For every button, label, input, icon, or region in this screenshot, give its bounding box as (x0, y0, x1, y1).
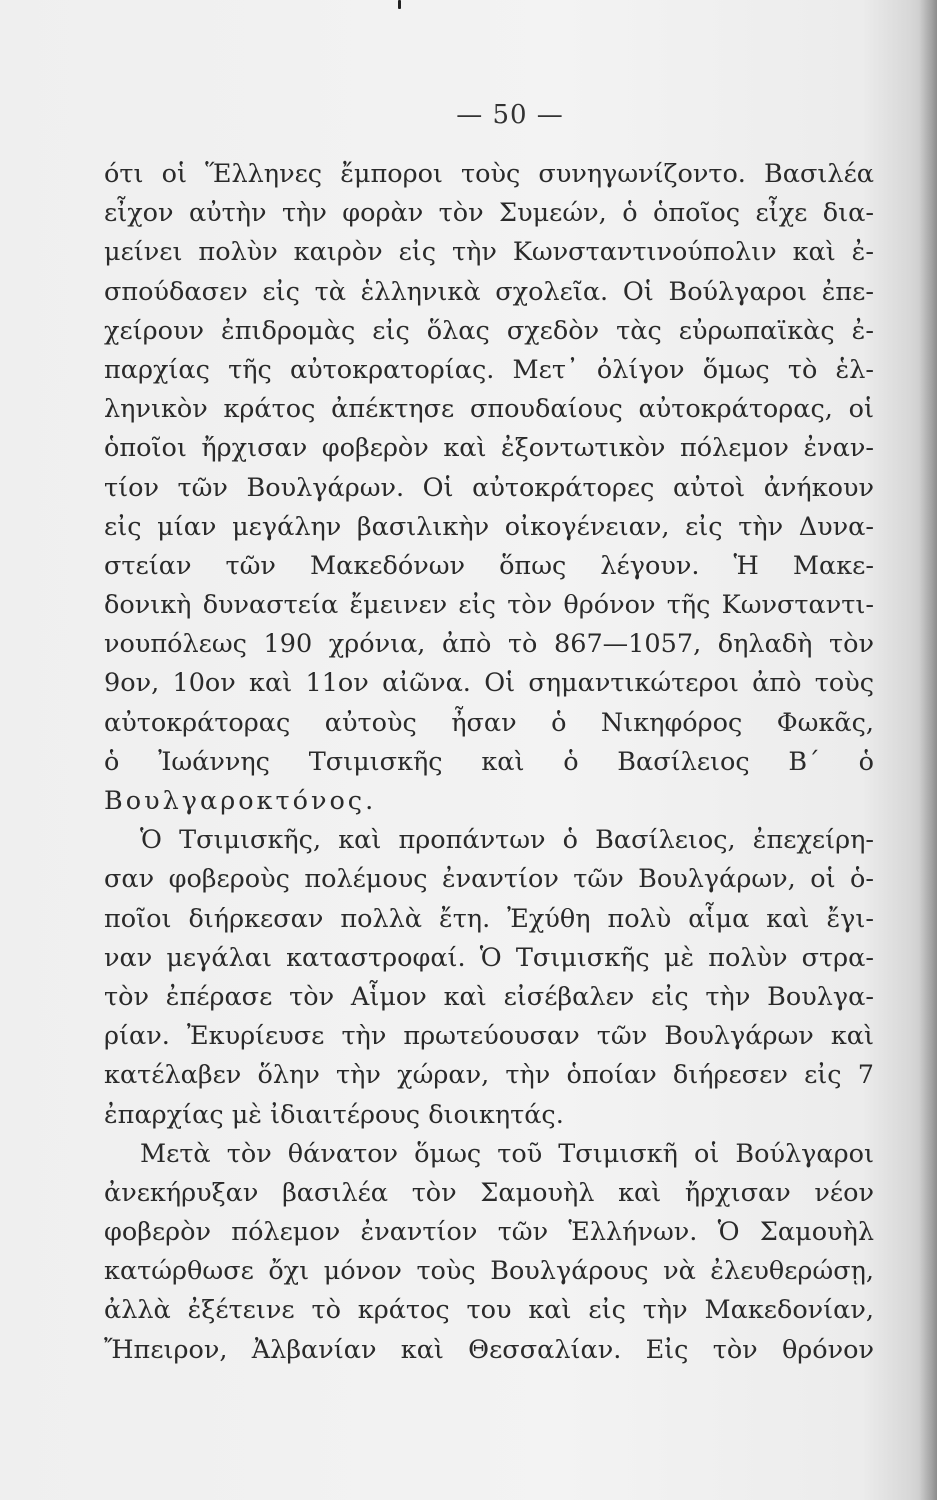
text-line: εἶχον αὐτὴν τὴν φορὰν τὸν Συμεών, ὁ ὁποῖος εἶχε δια- (104, 198, 874, 229)
text-line: ληνικὸν κράτος ἀπέκτησε σπουδαίους αὐτοκράτορας, οἱ (104, 394, 874, 425)
text-line: σπούδασεν εἰς τὰ ἑλληνικὰ σχολεῖα. Οἱ Βούλγαροι ἐπε- (104, 276, 874, 307)
text-line: Μετὰ τὸν θάνατον ὅμως τοῦ Τσιμισκῆ οἱ Βούλγαροι (140, 1138, 874, 1169)
text-line: ρίαν. Ἐκυρίευσε τὴν πρωτεύουσαν τῶν Βουλγάρων καὶ (104, 1021, 874, 1052)
text-line: ὁποῖοι ἤρχισαν φοβερὸν καὶ ἐξοντωτικὸν πόλεμον ἐναν- (104, 433, 874, 464)
text-line: τὸν ἐπέρασε τὸν Αἷμον καὶ εἰσέβαλεν εἰς τὴν Βουλγα- (104, 981, 874, 1012)
ink-mark (398, 0, 401, 9)
body-text (104, 155, 874, 1370)
text-line: Βουλγαροκτόνος. (104, 786, 377, 816)
text-line: κατέλαβεν ὅλην τὴν χώραν, τὴν ὁποίαν διήρεσεν εἰς 7 (104, 1060, 874, 1091)
text-line: τίον τῶν Βουλγάρων. Οἱ αὐτοκράτορες αὐτοὶ ἀνήκουν (104, 472, 874, 503)
text-line: ναν μεγάλαι καταστροφαί. Ὁ Τσιμισκῆς μὲ πολὺν στρα- (104, 942, 874, 973)
text-line: νουπόλεως 190 χρόνια, ἀπὸ τὸ 867—1057, δηλαδὴ τὸν (104, 629, 874, 660)
text-line: Ὁ Τσιμισκῆς, καὶ προπάντων ὁ Βασίλειος, ἐπεχείρη- (140, 825, 874, 856)
text-line: ὁ Ἰωάννης Τσιμισκῆς καὶ ὁ Βασίλειος Β΄ ὁ (104, 746, 874, 777)
text-line: στείαν τῶν Μακεδόνων ὅπως λέγουν. Ἡ Μακε- (104, 550, 874, 581)
text-line: δονικὴ δυναστεία ἔμεινεν εἰς τὸν θρόνον τῆς Κωνσταντι- (104, 590, 874, 621)
text-line: κατώρθωσε ὄχι μόνον τοὺς Βουλγάρους νὰ ἐλευθερώσῃ, (104, 1256, 874, 1287)
text-line: παρχίας τῆς αὐτοκρατορίας. Μετ᾽ ὀλίγον ὅμως τὸ ἑλ- (104, 354, 874, 385)
text-line: εἰς μίαν μεγάλην βασιλικὴν οἰκογένειαν, εἰς τὴν Δυνα- (104, 511, 874, 542)
text-line: ποῖοι διήρκεσαν πολλὰ ἔτη. Ἐχύθη πολὺ αἷμα καὶ ἔγι- (104, 903, 874, 934)
text-line: μείνει πολὺν καιρὸν εἰς τὴν Κωνσταντινούπολιν καὶ ἐ- (104, 237, 874, 268)
text-line: ἀλλὰ ἐξέτεινε τὸ κράτος του καὶ εἰς τὴν Μακεδονίαν, (104, 1295, 874, 1326)
text-line: ἀνεκήρυξαν βασιλέα τὸν Σαμουὴλ καὶ ἤρχισαν νέον (104, 1177, 874, 1208)
page-number: — 50 — (456, 100, 564, 130)
text-line: σαν φοβεροὺς πολέμους ἐναντίον τῶν Βουλγάρων, οἱ ὁ- (104, 864, 874, 895)
text-line: αὐτοκράτορας αὐτοὺς ἦσαν ὁ Νικηφόρος Φωκᾶς, (104, 707, 874, 738)
page-gutter-shadow (919, 0, 937, 1500)
text-line: ἐπαρχίας μὲ ἰδιαιτέρους διοικητάς. (104, 1099, 564, 1130)
text-line: ότι οἱ Ἕλληνες ἔμποροι τοὺς συνηγωνίζοντο. Βασιλέα (104, 159, 874, 189)
text-line: 9ον, 10ον καὶ 11ον αἰῶνα. Οἱ σημαντικώτεροι ἀπὸ τοὺς (104, 668, 874, 699)
text-line: χείρουν ἐπιδρομὰς εἰς ὅλας σχεδὸν τὰς εὐρωπαϊκὰς ἐ- (104, 315, 874, 346)
text-line: Ἤπειρον, Ἀλβανίαν καὶ Θεσσαλίαν. Εἰς τὸν θρόνον (104, 1334, 874, 1365)
text-line: φοβερὸν πόλεμον ἐναντίον τῶν Ἑλλήνων. Ὁ Σαμουὴλ (104, 1217, 874, 1248)
